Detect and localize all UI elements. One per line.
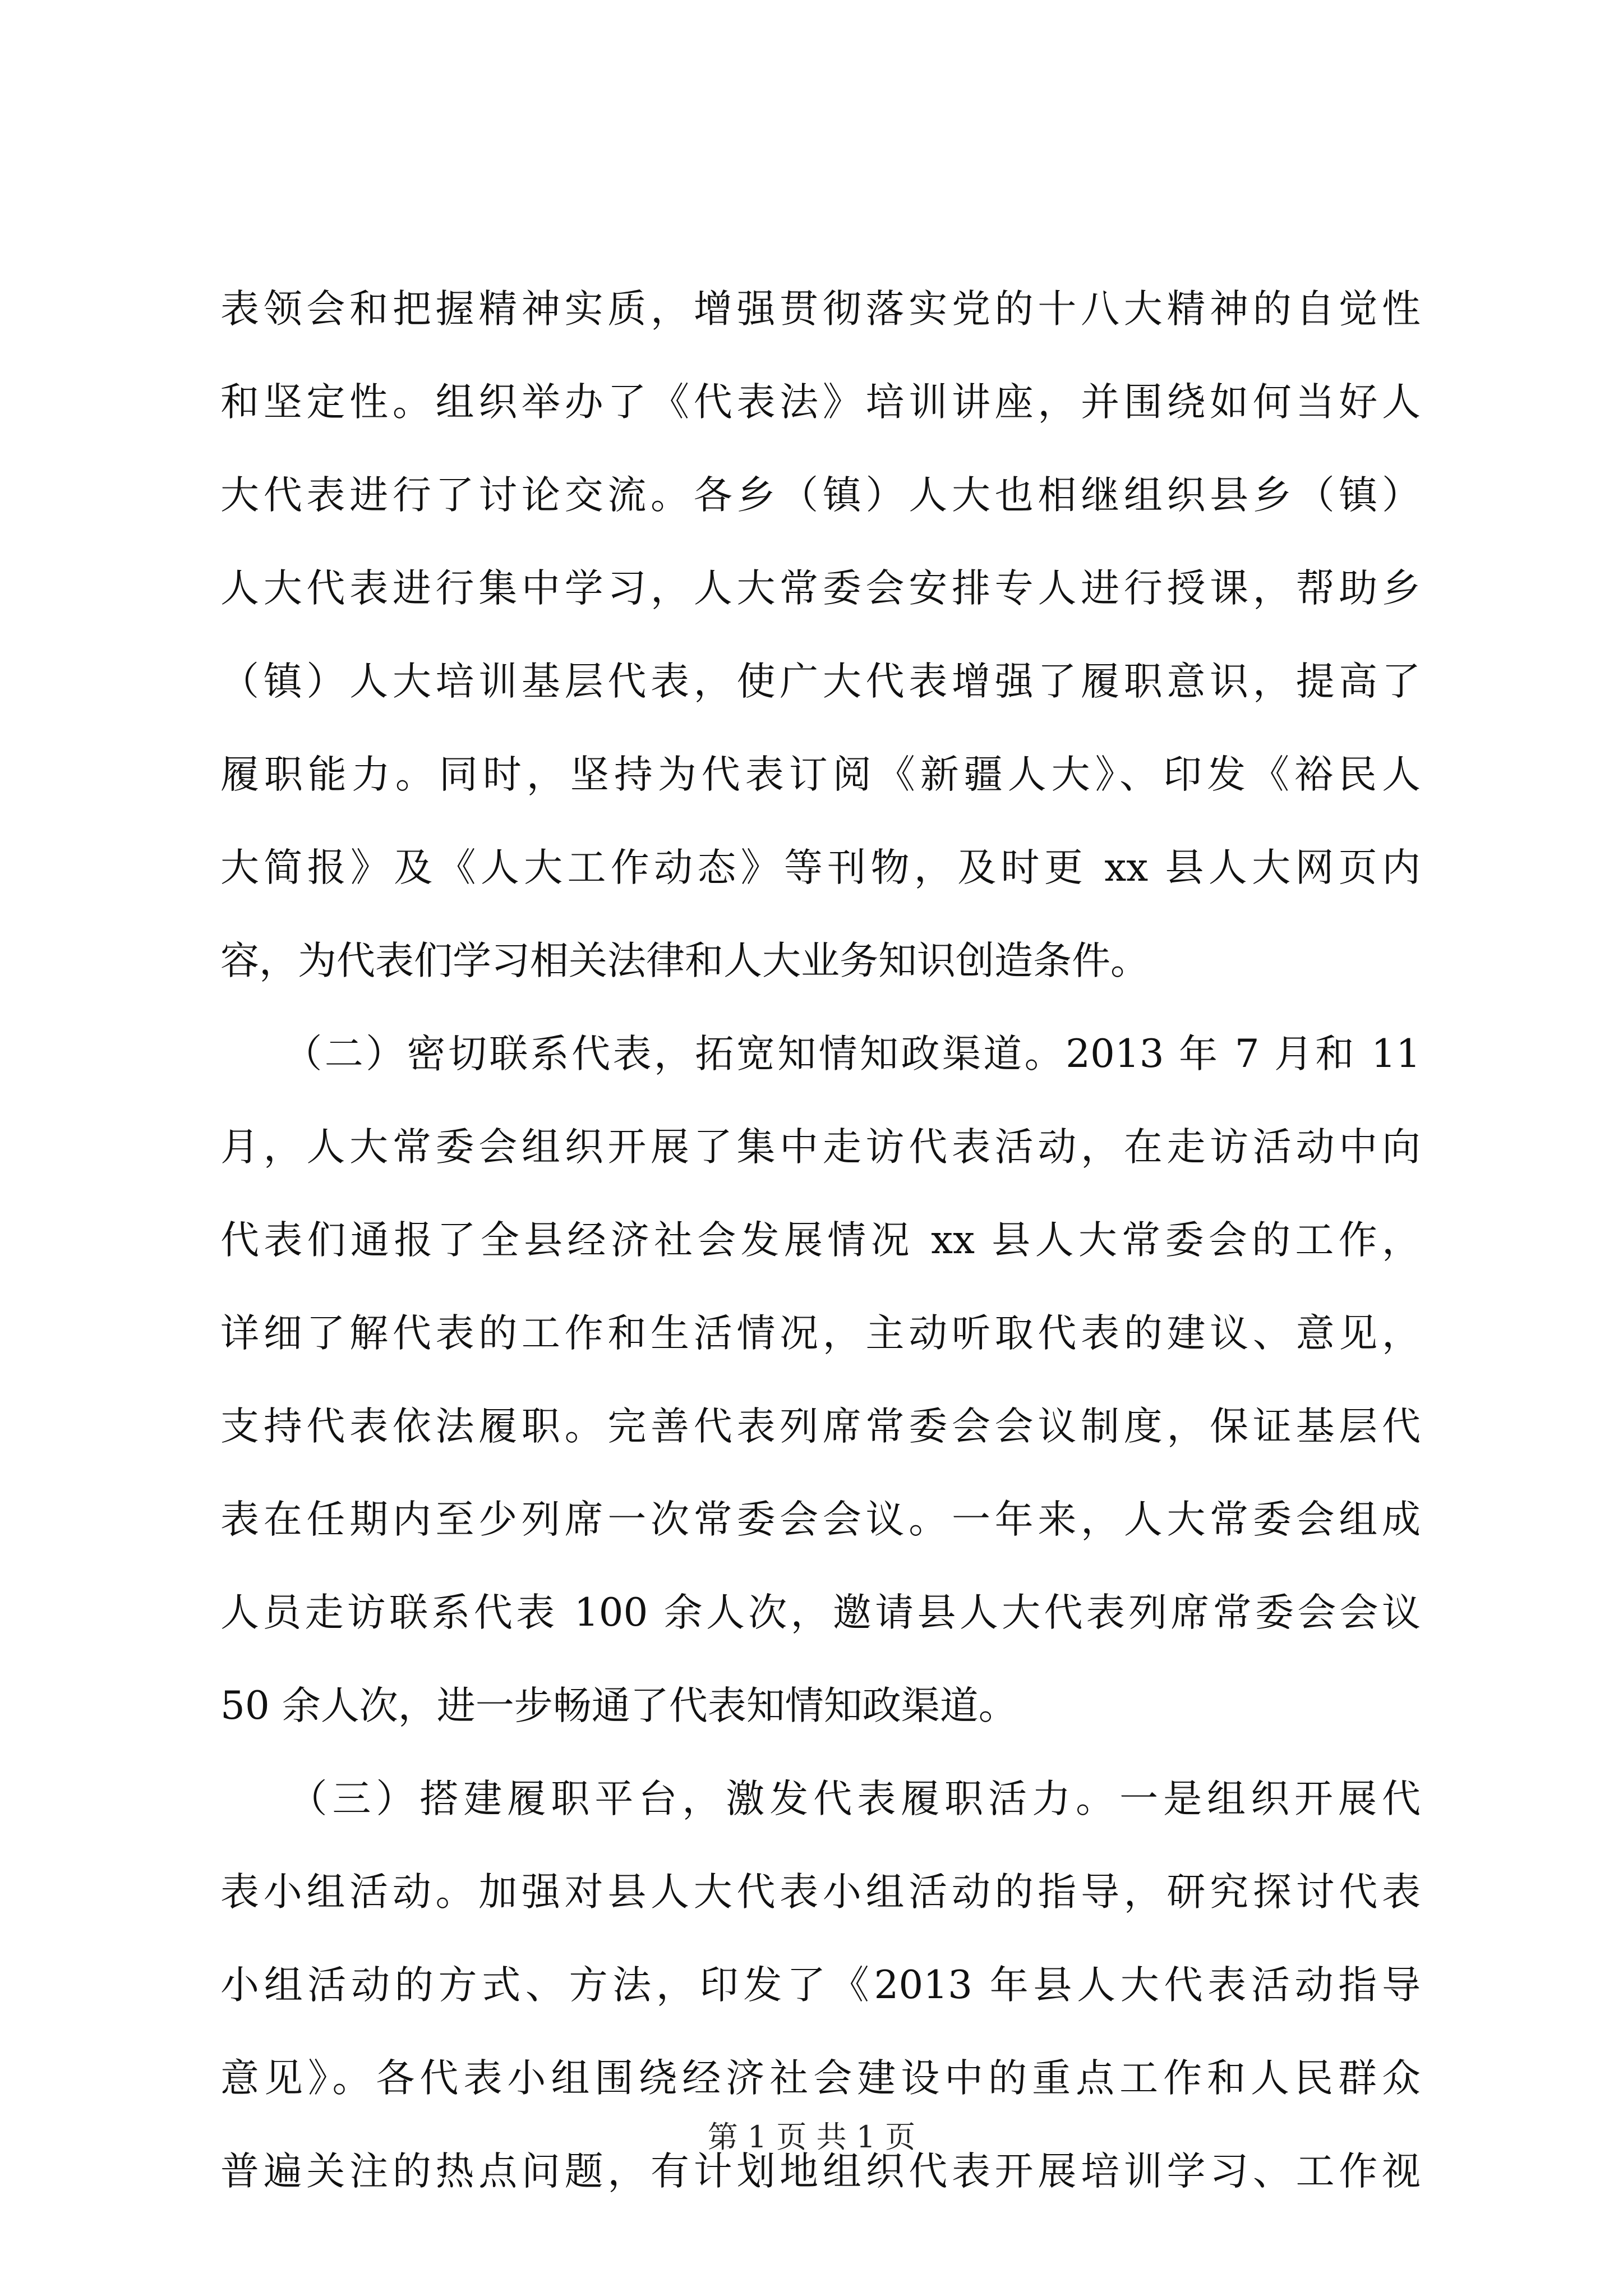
text-line: 小组活动的方式、方法，印发了《2013 年县人大代表活动指导 [220, 1963, 1421, 2008]
text-line: 大代表进行了讨论交流。各乡（镇）人大也相继组织县乡（镇） [220, 473, 1421, 518]
text-line: 人大代表进行集中学习，人大常委会安排专人进行授课，帮助乡 [220, 566, 1421, 611]
text-line: 50 余人次，进一步畅通了代表知情知政渠道。 [220, 1683, 1017, 1728]
text-line: （二）密切联系代表，拓宽知情知政渠道。2013 年 7 月和 11 [220, 1032, 1421, 1076]
text-line: 人员走访联系代表 100 余人次，邀请县人大代表列席常委会会议 [220, 1590, 1421, 1635]
text-line: 表在任期内至少列席一次常委会会议。一年来，人大常委会组成 [220, 1497, 1421, 1542]
text-line: （镇）人大培训基层代表，使广大代表增强了履职意识，提高了 [220, 659, 1421, 704]
page-number-footer: 第 1 页 共 1 页 [707, 2119, 916, 2155]
text-line: （三）搭建履职平台，激发代表履职活力。一是组织开展代 [220, 1777, 1421, 1821]
text-line: 普遍关注的热点问题，有计划地组织代表开展培训学习、工作视 [220, 2149, 1421, 2194]
text-line: 代表们通报了全县经济社会发展情况 xx 县人大常委会的工作， [220, 1218, 1421, 1263]
text-line: 容，为代表们学习相关法律和人大业务知识创造条件。 [220, 938, 1149, 983]
text-line: 支持代表依法履职。完善代表列席常委会会议制度，保证基层代 [220, 1404, 1421, 1449]
text-line: 大简报》及《人大工作动态》等刊物，及时更 xx 县人大网页内 [220, 845, 1421, 890]
text-line: 和坚定性。组织举办了《代表法》培训讲座，并围绕如何当好人 [220, 380, 1421, 425]
text-line: 详细了解代表的工作和生活情况，主动听取代表的建议、意见， [220, 1311, 1421, 1356]
document-body [220, 263, 1421, 2218]
text-line: 月，人大常委会组织开展了集中走访代表活动，在走访活动中向 [220, 1125, 1421, 1170]
text-line: 意见》。各代表小组围绕经济社会建设中的重点工作和人民群众 [220, 2056, 1421, 2101]
text-line: 履职能力。同时，坚持为代表订阅《新疆人大》、印发《裕民人 [220, 752, 1421, 797]
text-line: 表领会和把握精神实质，增强贯彻落实党的十八大精神的自觉性 [220, 287, 1421, 332]
text-line: 表小组活动。加强对县人大代表小组活动的指导，研究探讨代表 [220, 1870, 1421, 1915]
